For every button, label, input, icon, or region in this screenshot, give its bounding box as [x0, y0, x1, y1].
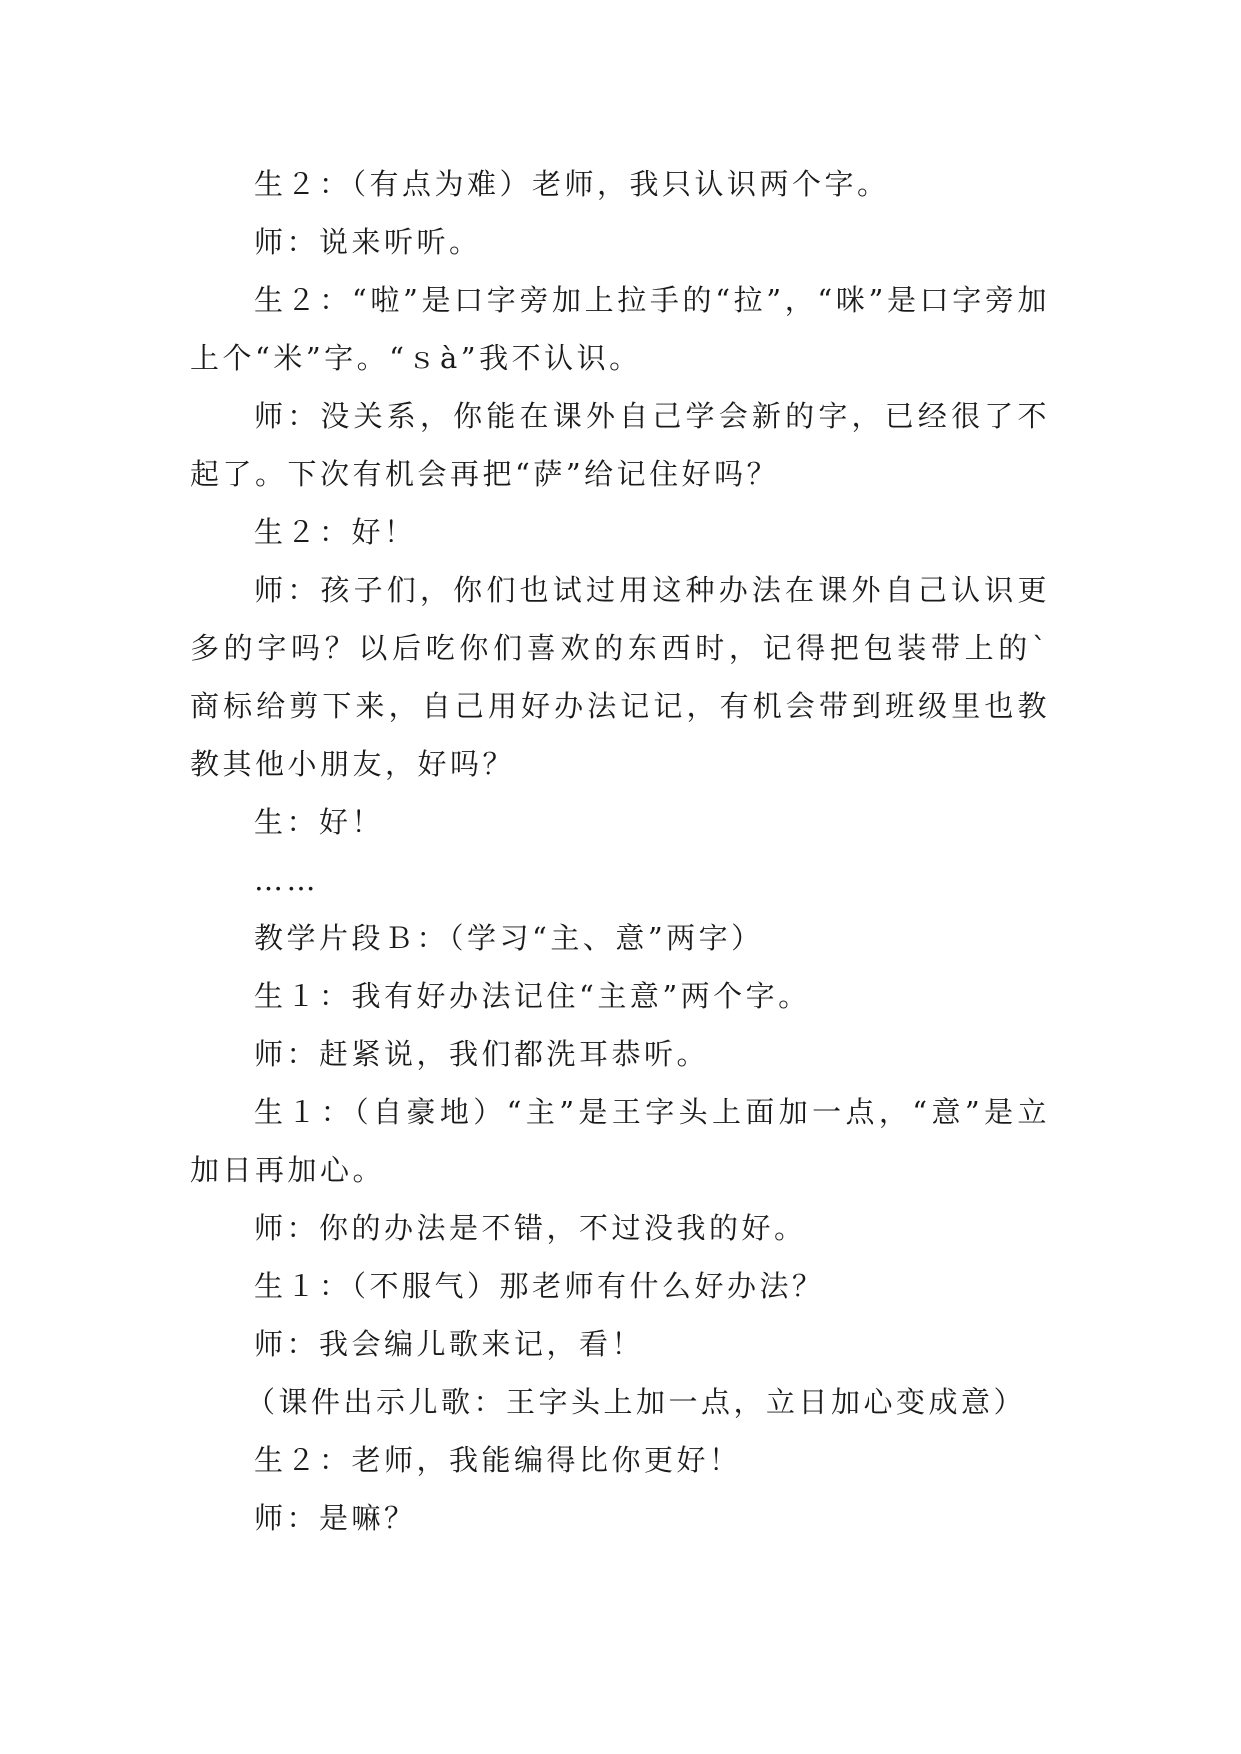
document-page	[190, 155, 1050, 1547]
paragraph-12: 生１：（自豪地）“主”是王字头上面加一点，“意”是立加日再加心。	[190, 1095, 1050, 1187]
paragraph-11: 师：赶紧说，我们都洗耳恭听。	[254, 1037, 710, 1071]
paragraph-7: 生：好！	[254, 805, 385, 839]
paragraph-4: 师：没关系，你能在课外自己学会新的字，已经很了不起了。下次有机会再把“萨”给记住好吗？	[190, 399, 1050, 491]
paragraph-5: 生２：好！	[254, 515, 417, 549]
paragraph-2: 师：说来听听。	[254, 225, 482, 259]
courseware-note: （课件出示儿歌：王字头上加一点，立日加心变成意）	[246, 1385, 1027, 1419]
paragraph-17: 生２：老师，我能编得比你更好！	[254, 1443, 742, 1477]
paragraph-6: 师：孩子们，你们也试过用这种办法在课外自己认识更多的字吗？以后吃你们喜欢的东西时，记得把包装带上的`商标给剪下来，自己用好办法记记，有机会带到班级里也教教其他小朋友，好吗？	[190, 573, 1050, 781]
paragraph-10: 生１：我有好办法记住“主意”两个字。	[254, 979, 811, 1013]
paragraph-14: 生１：（不服气）那老师有什么好办法？	[254, 1269, 825, 1303]
paragraph-15: 师：我会编儿歌来记，看！	[254, 1327, 645, 1361]
paragraph-18: 师：是嘛？	[254, 1501, 417, 1535]
ellipsis-line: ……	[254, 863, 319, 897]
paragraph-1: 生２：（有点为难）老师，我只认识两个字。	[254, 167, 890, 201]
section-heading: 教学片段Ｂ：（学习“主、意”两字）	[254, 921, 764, 955]
paragraph-13: 师：你的办法是不错，不过没我的好。	[254, 1211, 807, 1245]
paragraph-3: 生２：“啦”是口字旁加上拉手的“拉”，“咪”是口字旁加上个“米”字。“ｓà”我不认识。	[190, 283, 1050, 375]
